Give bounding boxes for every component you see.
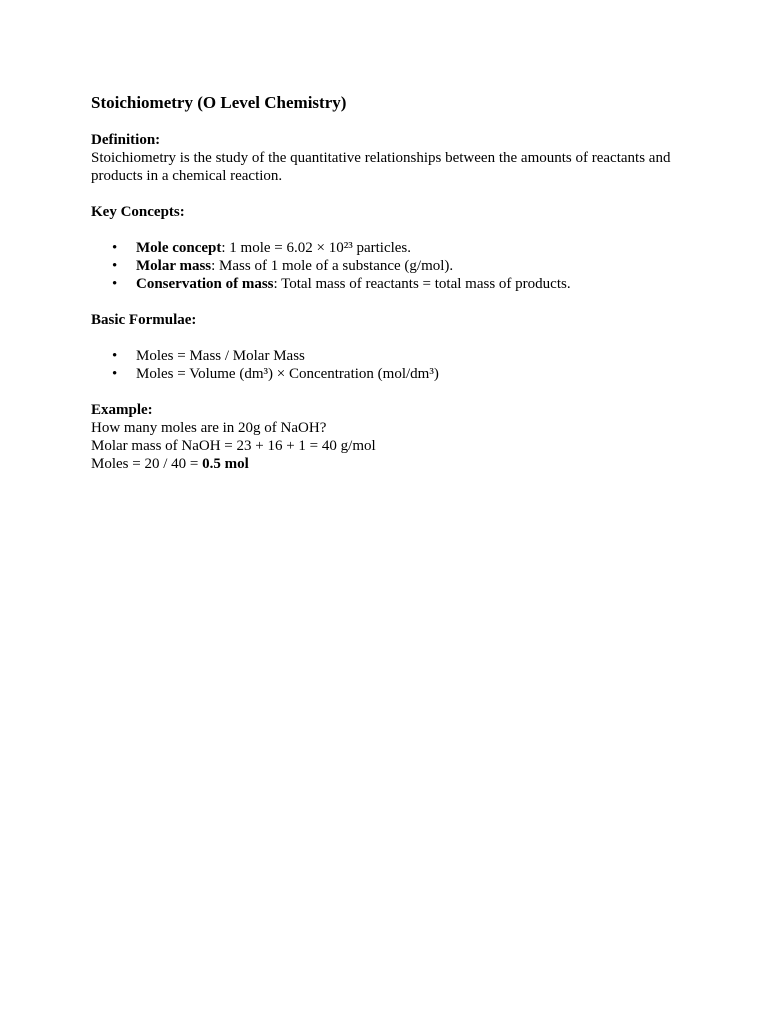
bullet-icon: •	[112, 258, 118, 274]
key-concepts-section	[91, 203, 691, 293]
formulae-section	[91, 311, 691, 383]
concept-term: Molar mass	[136, 258, 212, 274]
definition-heading: Definition:	[91, 132, 161, 148]
bullet-icon: •	[112, 366, 118, 382]
example-step-moles	[91, 455, 691, 473]
example-heading: Example:	[91, 402, 153, 418]
example-section	[91, 401, 691, 473]
list-item	[91, 239, 691, 257]
example-step-prefix: Moles = 20 / 40 =	[91, 456, 203, 472]
list-item	[91, 257, 691, 275]
bullet-icon: •	[112, 348, 118, 364]
concept-text: : 1 mole = 6.02 × 10²³ particles.	[221, 240, 412, 256]
bullet-icon: •	[112, 276, 118, 292]
formulae-list	[91, 347, 691, 383]
definition-text: Stoichiometry is the study of the quantitative relationships between the amounts of reactants and products in a chemical reaction.	[91, 150, 671, 184]
example-question: How many moles are in 20g of NaOH?	[91, 420, 327, 436]
formula-text: Moles = Volume (dm³) × Concentration (mol/dm³)	[136, 366, 439, 382]
formula-text: Moles = Mass / Molar Mass	[136, 348, 305, 364]
concept-term: Mole concept	[136, 240, 222, 256]
key-concepts-list	[91, 239, 691, 293]
example-step-molar-mass: Molar mass of NaOH = 23 + 16 + 1 = 40 g/mol	[91, 438, 376, 454]
key-concepts-heading: Key Concepts:	[91, 204, 185, 220]
formulae-heading: Basic Formulae:	[91, 312, 197, 328]
list-item	[91, 347, 691, 365]
list-item	[91, 365, 691, 383]
concept-text: : Total mass of reactants = total mass of products.	[273, 276, 571, 292]
document-title: Stoichiometry (O Level Chemistry)	[91, 93, 347, 112]
list-item	[91, 275, 691, 293]
definition-section	[91, 131, 691, 185]
bullet-icon: •	[112, 240, 118, 256]
concept-term: Conservation of mass	[136, 276, 274, 292]
example-answer: 0.5 mol	[202, 456, 249, 472]
concept-text: : Mass of 1 mole of a substance (g/mol).	[211, 258, 454, 274]
document-page	[91, 93, 691, 473]
